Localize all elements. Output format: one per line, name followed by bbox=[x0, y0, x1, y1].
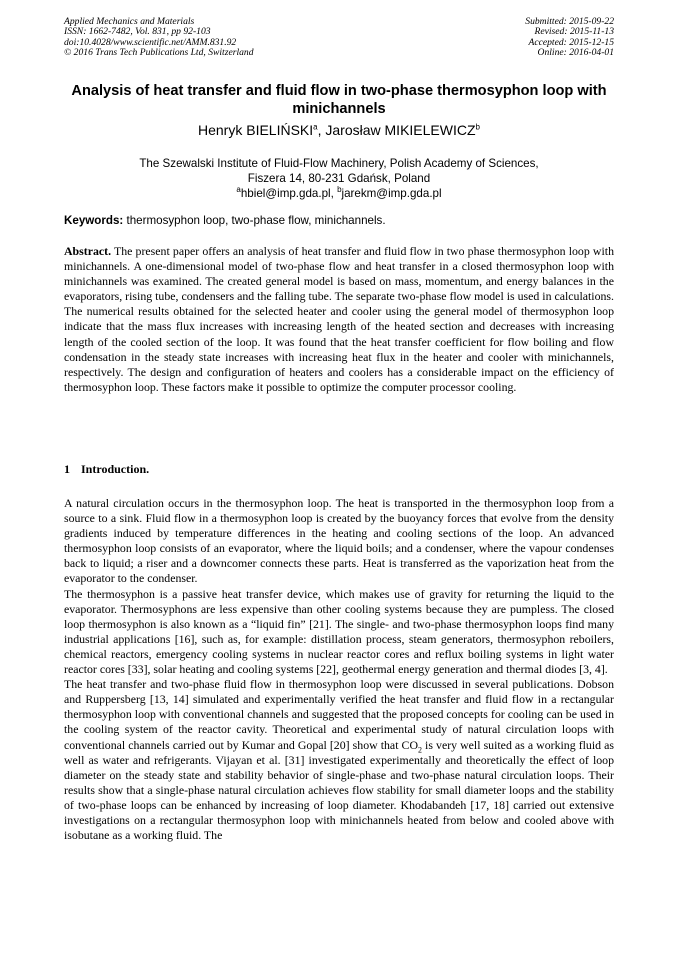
revised-date: Revised: 2015-11-13 bbox=[534, 26, 614, 38]
author-2-name: Jarosław MIKIELEWICZ bbox=[325, 122, 476, 138]
intro-paragraph-2: The thermosyphon is a passive heat transfer device, which makes use of gravity for returning the liquid to the evaporator. Thermosyphons are less expensive than other cooling systems because they are pumpless. The closed loop thermosyphon is also known as a “liquid fin” [21]. The single- and two-phase thermosyphon loops find many industrial applications [16], such as, for example: distillation process, steam generators, thermosyphon reboilers, chemical reactors, emergency cooling systems in nuclear reactor cores and reflux boiling systems in light water reactor cores [33], solar heating and cooling systems [22], geothermal energy generation and thermal diodes [3, 4]. bbox=[64, 586, 614, 677]
author-1-name: Henryk BIELIŃSKI bbox=[198, 122, 314, 138]
keywords-label: Keywords: bbox=[64, 214, 124, 227]
affiliation bbox=[50, 156, 628, 202]
affiliation-institute: The Szewalski Institute of Fluid-Flow Machinery, Polish Academy of Sciences, bbox=[139, 157, 539, 170]
co2-subscript: 2 bbox=[418, 744, 422, 754]
author-separator: , bbox=[317, 122, 326, 138]
author-emails bbox=[50, 186, 628, 201]
introduction-body bbox=[64, 496, 614, 843]
author-1-superscript: a bbox=[313, 122, 318, 132]
accepted-date: Accepted: 2015-12-15 bbox=[528, 36, 614, 48]
author-list bbox=[50, 122, 628, 139]
section-number: 1 bbox=[64, 462, 70, 476]
abstract bbox=[64, 244, 614, 395]
online-date: Online: 2016-04-01 bbox=[537, 46, 614, 58]
intro-paragraph-3 bbox=[64, 677, 614, 843]
abstract-text: The present paper offers an analysis of heat transfer and fluid flow in two phase thermosyphon loop with minichannels. A one-dimensional model of two-phase flow and heat transfer in a closed thermosyphon loop with minichannels was examined. The created general model is based on mass, momentum, and energy balances in the evaporators, rising tube, condensers and the falling tube. The separate two-phase flow model is used in calculations. The numerical results obtained for the selected heater and cooler using the general model of thermosyphon loop indicate that the mass flux increases with increasing length of the heated section and decreases with increasing length of the cooled section of the loop. It was found that the heat transfer coefficient for flow boiling and flow condensation in the steady state increases with increasing heat flux in the heater and cooler with minichannels, respectively. The design and configuration of heaters and coolers has a considerable impact on the efficiency of thermosyphon loop. These factors make it possible to optimize the computer processor cooling. bbox=[64, 244, 614, 394]
keywords-text: thermosyphon loop, two-phase flow, minichannels. bbox=[123, 214, 386, 227]
submitted-date: Submitted: 2015-09-22 bbox=[525, 16, 614, 27]
doi-line: doi:10.4028/www.scientific.net/AMM.831.92 bbox=[64, 36, 237, 48]
copyright-line: © 2016 Trans Tech Publications Ltd, Switzerland bbox=[64, 46, 254, 58]
section-title: Introduction. bbox=[81, 462, 150, 476]
dates-header bbox=[525, 17, 614, 58]
journal-name: Applied Mechanics and Materials bbox=[64, 16, 195, 27]
affiliation-address: Fiszera 14, 80-231 Gdańsk, Poland bbox=[247, 172, 431, 186]
email-a-superscript: a bbox=[236, 185, 241, 195]
email-a: hbiel@imp.gda.pl, bbox=[240, 187, 338, 201]
journal-header bbox=[64, 17, 254, 58]
intro-paragraph-3-part-1: The heat transfer and two-phase fluid flow in thermosyphon loop were discussed in several publications. Dobson and Ruppersberg [13, 14] simulated and experimentally verified the heat transfer and fluid flow in a rectangular thermosyphon loop with conventional channels and suggested that the proposed concepts for cooling can be used in the cooling system of the reactor cavity. Theoretical and experimental study of natural circulation loops with conventional channels carried out by Kumar and Gopal [20] show that CO bbox=[64, 677, 614, 752]
abstract-label: Abstract. bbox=[64, 244, 112, 258]
section-heading-introduction bbox=[64, 462, 149, 477]
keywords bbox=[64, 213, 614, 228]
email-b-superscript: b bbox=[337, 185, 342, 195]
paper-title: Analysis of heat transfer and fluid flow in two-phase thermosyphon loop with minichannels bbox=[71, 83, 607, 117]
intro-paragraph-3-part-2: is very well suited as a working fluid as well as water and refrigerants. Vijayan et al. [31] investigated experimentally and theoretically the effect of loop diameter on the steady state and stability behavior of single-phase and two-phase natural circulation loops. Their results show that a single-phase natural circulation achieves flow stability for small diameter loops and the stability of two-phase loops can be enhanced by increasing of loop diameter. Khodabandeh [17, 18] carried out extensive investigations on a rectangular thermosyphon loop with minichannels heated from below and cooled above with isobutane as a working fluid. The bbox=[64, 737, 614, 843]
author-2-superscript: b bbox=[475, 122, 480, 132]
email-b: jarekm@imp.gda.pl bbox=[341, 187, 442, 201]
issn-line: ISSN: 1662-7482, Vol. 831, pp 92-103 bbox=[64, 26, 211, 38]
intro-paragraph-1: A natural circulation occurs in the thermosyphon loop. The heat is transported in the thermosyphon loop from a source to a sink. Fluid flow in a thermosyphon loop is created by the buoyancy forces that evolve from the density gradients induced by temperature differences in the heating and cooling sections of the loop. An advanced thermosyphon loop consists of an evaporator, where the liquid boils; and a condenser, where the vapour condenses back to liquid; a riser and a downcomer connects these parts. Heat is transferred as the vaporization heat from the evaporator to the condenser. bbox=[64, 496, 614, 586]
